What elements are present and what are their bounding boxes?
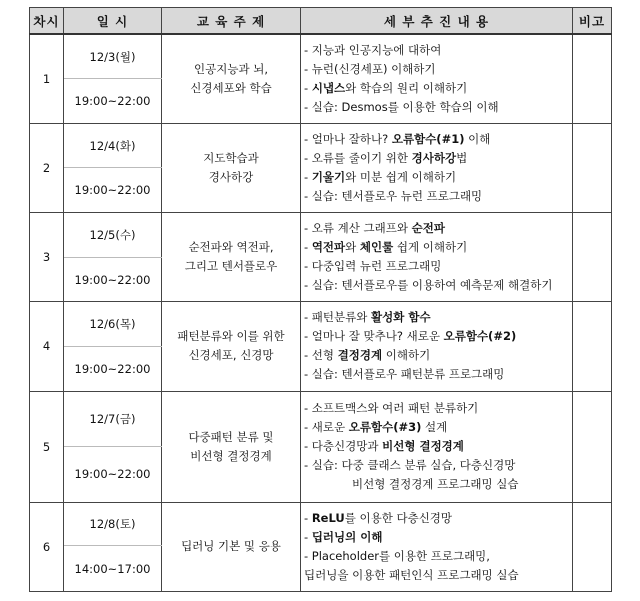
session-number: 4 <box>30 302 64 391</box>
detail-keyword: ReLU <box>311 510 345 525</box>
detail-text: - <box>304 169 312 184</box>
session-topic <box>162 302 301 391</box>
detail-line <box>304 130 572 149</box>
detail-text: 설계 <box>421 420 448 435</box>
topic-line: 경사하강 <box>208 169 254 184</box>
detail-keyword: 기울기 <box>311 169 346 184</box>
detail-line <box>304 41 572 60</box>
detail-text: - <box>304 529 312 544</box>
header-note: 비고 <box>573 8 612 35</box>
topic-line: 그리고 텐서플로우 <box>184 259 278 274</box>
session-note <box>573 213 612 302</box>
detail-line <box>304 437 572 456</box>
detail-line <box>304 276 572 295</box>
detail-keyword: 오류함수(#2) <box>443 329 517 344</box>
session-time: 19:00~22:00 <box>64 346 162 391</box>
detail-keyword: 결정경계 <box>337 348 383 363</box>
detail-line <box>304 79 572 98</box>
topic-line: 신경세포, 신경망 <box>188 348 274 363</box>
detail-keyword: 역전파 <box>311 240 346 255</box>
detail-text: 와 <box>345 240 360 255</box>
session-details <box>301 123 573 212</box>
header-session: 차시 <box>30 8 64 35</box>
session-topic <box>162 502 301 591</box>
session-number: 3 <box>30 213 64 302</box>
session-details <box>301 34 573 123</box>
detail-text: - 실습: 텐서플로우 뉴런 프로그래밍 <box>304 188 483 203</box>
topic-line: 패턴분류와 이를 위한 <box>177 329 285 344</box>
session-details <box>301 302 573 391</box>
session-note <box>573 302 612 391</box>
detail-line <box>304 456 572 475</box>
detail-line <box>304 418 572 437</box>
detail-text: - 다층신경망과 <box>304 439 383 454</box>
detail-text: - 실습: 텐서플로우 패턴분류 프로그래밍 <box>304 367 505 382</box>
detail-text: 와 미분 쉽게 이해하기 <box>345 169 457 184</box>
header-row <box>30 8 612 35</box>
topic-line: 순전파와 역전파, <box>188 240 274 255</box>
session-date: 12/4(화) <box>64 123 162 168</box>
detail-text: - 지능과 인공지능에 대하여 <box>304 42 442 57</box>
topic-line: 딥러닝 기본 및 응용 <box>181 539 281 554</box>
topic-line: 비선형 결정경계 <box>190 448 272 463</box>
detail-text: 딥러닝을 이용한 패턴인식 프로그래밍 실습 <box>304 567 519 582</box>
detail-text: - 소프트맥스와 여러 패턴 분류하기 <box>304 401 479 416</box>
session-time: 14:00~17:00 <box>64 546 162 592</box>
detail-text: 법 <box>456 150 468 165</box>
session-topic <box>162 391 301 502</box>
session-note <box>573 391 612 502</box>
detail-text: - 다중입력 뉴런 프로그래밍 <box>304 259 442 274</box>
detail-line <box>304 98 572 117</box>
session-details <box>301 391 573 502</box>
detail-keyword: 경사하강 <box>411 150 457 165</box>
session-date: 12/5(수) <box>64 213 162 258</box>
topic-line: 다중패턴 분류 및 <box>188 429 274 444</box>
session-topic <box>162 34 301 123</box>
detail-line <box>304 60 572 79</box>
session-number: 2 <box>30 123 64 212</box>
detail-line <box>304 528 572 547</box>
session-note <box>573 34 612 123</box>
topic-line: 신경세포와 학습 <box>190 80 272 95</box>
session-date: 12/7(금) <box>64 391 162 446</box>
detail-line <box>304 327 572 346</box>
session-topic <box>162 123 301 212</box>
detail-line <box>304 547 572 566</box>
detail-text: 쉽게 이해하기 <box>393 240 468 255</box>
header-details: 세 부 추 진 내 용 <box>301 8 573 35</box>
detail-text: 이해하기 <box>382 348 431 363</box>
session-row <box>30 213 612 258</box>
topic-line: 인공지능과 뇌, <box>194 61 268 76</box>
session-note <box>573 123 612 212</box>
detail-text: - 실습: 다중 클래스 분류 실습, 다층신경망 <box>304 458 516 473</box>
schedule-table <box>29 7 612 592</box>
session-date: 12/8(토) <box>64 502 162 546</box>
detail-keyword: 순전파 <box>411 221 445 236</box>
detail-line <box>304 475 572 494</box>
session-date: 12/3(월) <box>64 34 162 79</box>
detail-text: - 오류 계산 그래프와 <box>304 221 412 236</box>
session-row <box>30 34 612 79</box>
detail-text: - 선형 <box>304 348 338 363</box>
session-row <box>30 302 612 347</box>
detail-text: - Placeholder를 이용한 프로그래밍, <box>304 548 490 563</box>
session-details <box>301 502 573 591</box>
detail-text: - 새로운 <box>304 420 349 435</box>
header-datetime: 일 시 <box>64 8 162 35</box>
topic-line: 지도학습과 <box>203 150 259 165</box>
session-number: 6 <box>30 502 64 591</box>
session-time: 19:00~22:00 <box>64 446 162 502</box>
detail-text: - <box>304 80 312 95</box>
session-time: 19:00~22:00 <box>64 168 162 213</box>
detail-line <box>304 187 572 206</box>
detail-line <box>304 365 572 384</box>
session-note <box>573 502 612 591</box>
detail-line <box>304 308 572 327</box>
detail-text: - 실습: 텐서플로우를 이용하여 예측문제 해결하기 <box>304 278 553 293</box>
schedule-body <box>30 34 612 592</box>
detail-text: - 오류를 줄이기 위한 <box>304 150 412 165</box>
detail-line <box>304 399 572 418</box>
detail-keyword: 오류함수(#1) <box>391 131 465 146</box>
detail-text: - 실습: Desmos를 이용한 학습의 이해 <box>304 99 499 114</box>
detail-line <box>304 168 572 187</box>
detail-line <box>304 566 572 585</box>
detail-line <box>304 509 572 528</box>
detail-text: - <box>304 510 312 525</box>
session-time: 19:00~22:00 <box>64 79 162 124</box>
detail-keyword: 딥러닝의 이해 <box>311 529 383 544</box>
detail-text: - 패턴분류와 <box>304 310 372 325</box>
detail-keyword: 활성화 함수 <box>371 310 431 325</box>
detail-line <box>304 346 572 365</box>
detail-text: - 얼마나 잘 맞추나? 새로운 <box>304 329 444 344</box>
detail-line <box>304 219 572 238</box>
detail-line <box>304 257 572 276</box>
detail-text: - 뉴런(신경세포) 이해하기 <box>304 61 436 76</box>
detail-text: 를 이용한 다층신경망 <box>344 510 453 525</box>
session-number: 5 <box>30 391 64 502</box>
session-details <box>301 213 573 302</box>
session-date: 12/6(목) <box>64 302 162 347</box>
detail-keyword: 비선형 결정경계 <box>382 439 464 454</box>
header-topic: 교 육 주 제 <box>162 8 301 35</box>
detail-line <box>304 238 572 257</box>
session-number: 1 <box>30 34 64 123</box>
detail-text: - 얼마나 잘하나? <box>304 131 392 146</box>
session-topic <box>162 213 301 302</box>
session-row <box>30 123 612 168</box>
session-time: 19:00~22:00 <box>64 257 162 302</box>
session-row <box>30 391 612 446</box>
detail-keyword: 시냅스 <box>311 80 346 95</box>
session-row <box>30 502 612 546</box>
detail-text: - <box>304 240 312 255</box>
detail-keyword: 체인룰 <box>359 240 394 255</box>
detail-line <box>304 149 572 168</box>
detail-keyword: 오류함수(#3) <box>348 420 422 435</box>
detail-text: 와 학습의 원리 이해하기 <box>345 80 468 95</box>
detail-text: 이해 <box>464 131 491 146</box>
detail-text: 비선형 결정경계 프로그래밍 실습 <box>352 477 519 492</box>
